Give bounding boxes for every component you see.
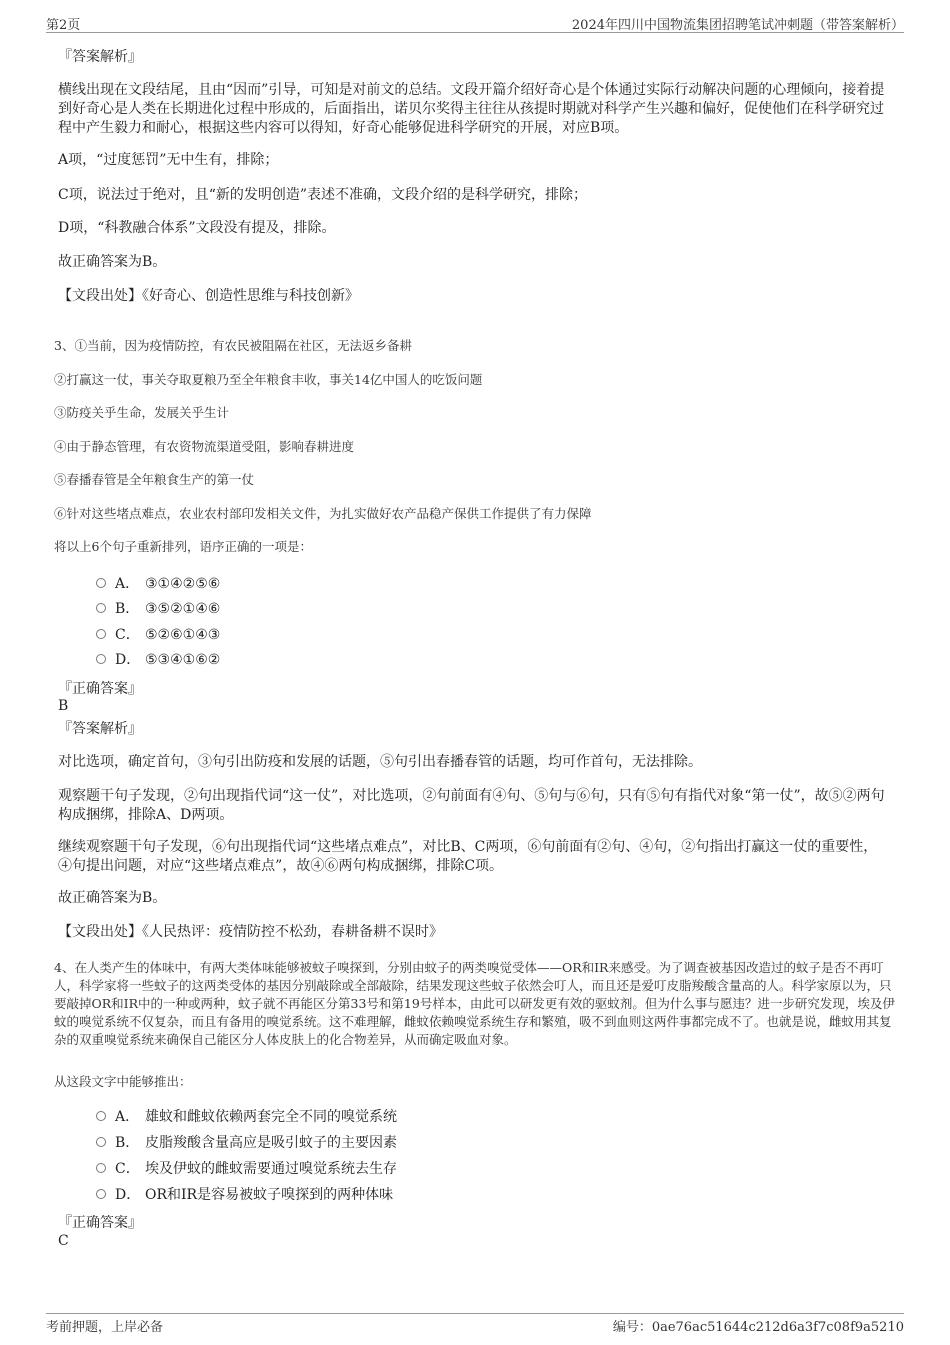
q4-option-b[interactable]: B． 皮脂羧酸含量高应是吸引蚊子的主要因素 [96, 1134, 397, 1153]
q3-analysis-p1: 对比选项，确定首句，③句引出防疫和发展的话题，⑤句引出春播春管的话题，均可作首句，无法排除。 [58, 754, 702, 770]
q2-analysis-p3: C项，说法过于绝对，且“新的发明创造”表述不准确，文段介绍的是科学研究，排除； [58, 187, 588, 203]
page-header [46, 14, 904, 33]
q2-analysis-label: 『答案解析』 [58, 49, 142, 65]
q3-sentence-3: ③防疫关乎生命，发展关乎生计 [54, 405, 230, 420]
q2-analysis-p1: 横线出现在文段结尾，且由“因而”引导，可知是对前文的总结。文段开篇介绍好奇心是个体通过实际行动解决问题的心理倾向，接着提到好奇心是人类在长期进化过程中形成的，后面指出，诺贝尔奖得主往往从孩提时期就对科学产生兴趣和偏好，促使他们在科学研究过程中产生毅力和耐心，根据这些内容可以得知，好奇心能够促进科学研究的开展，对应B项。 [58, 82, 885, 136]
q3-prompt: 将以上6个句子重新排列，语序正确的一项是： [54, 539, 312, 554]
q3-sentence-1: 3、①当前，因为疫情防控，有农民被阻隔在社区，无法返乡备耕 [54, 338, 412, 353]
radio-button[interactable] [96, 1163, 106, 1173]
q3-analysis-p2: 观察题干句子发现，②句出现指代词“这一仗”，对比选项，②句前面有④句、⑤句与⑥句，只有⑤句有指代对象“第一仗”，故⑤②两句构成捆绑，排除A、D两项。 [58, 788, 885, 823]
radio-button[interactable] [96, 1111, 106, 1121]
q4-answer-label: 『正确答案』 [58, 1215, 142, 1231]
q3-sentence-5: ⑤春播春管是全年粮食生产的第一仗 [54, 472, 255, 487]
page-number: 第2页 [46, 18, 81, 33]
q4-option-a[interactable]: A． 雄蚊和雌蚊依赖两套完全不同的嗅觉系统 [96, 1108, 397, 1127]
q3-answer: B [58, 698, 69, 714]
q3-option-c[interactable]: C． ⑤②⑥①④③ [96, 626, 220, 645]
q2-conclusion: 故正确答案为B。 [58, 254, 167, 270]
document-title: 2024年四川中国物流集团招聘笔试冲刺题（带答案解析） [571, 18, 904, 33]
radio-button[interactable] [96, 1189, 106, 1199]
q3-option-b[interactable]: B． ③⑤②①④⑥ [96, 600, 220, 619]
q3-conclusion: 故正确答案为B。 [58, 890, 167, 906]
q2-analysis-p4: D项，“科教融合体系”文段没有提及，排除。 [58, 220, 336, 236]
q3-option-d[interactable]: D． ⑤③④①⑥② [96, 651, 220, 670]
q3-source: 【文段出处】《人民热评：疫情防控不松劲，春耕备耕不误时》 [58, 924, 443, 940]
q3-sentence-6: ⑥针对这些堵点难点，农业农村部印发相关文件，为扎实做好农产品稳产保供工作提供了有力保障 [54, 506, 592, 521]
footer-slogan: 考前押题，上岸必备 [46, 1320, 164, 1335]
q4-option-c[interactable]: C． 埃及伊蚊的雌蚊需要通过嗅觉系统去生存 [96, 1160, 397, 1179]
q2-analysis-p2: A项，“过度惩罚”无中生有，排除； [58, 152, 279, 168]
q2-source: 【文段出处】《好奇心、创造性思维与科技创新》 [58, 288, 359, 304]
q4-option-d[interactable]: D． OR和IR是容易被蚊子嗅探到的两种体味 [96, 1186, 393, 1205]
q3-answer-label: 『正确答案』 [58, 681, 142, 697]
q3-option-a[interactable]: A． ③①④②⑤⑥ [96, 575, 220, 594]
q3-sentence-2: ②打赢这一仗，事关夺取夏粮乃至全年粮食丰收，事关14亿中国人的吃饭问题 [54, 372, 483, 387]
page-footer [46, 1313, 904, 1334]
q3-analysis-p3: 继续观察题干句子发现，⑥句出现指代词“这些堵点难点”，对比B、C两项，⑥句前面有②句、④句，②句指出打赢这一仗的重要性，④句提出问题，对应“这些堵点难点”，故④⑥两句构成捆绑，排除C项。 [58, 839, 878, 874]
q4-prompt: 从这段文字中能够推出： [54, 1074, 192, 1089]
radio-button[interactable] [96, 603, 106, 613]
radio-button[interactable] [96, 629, 106, 639]
radio-button[interactable] [96, 578, 106, 588]
radio-button[interactable] [96, 1137, 106, 1147]
radio-button[interactable] [96, 654, 106, 664]
q3-sentence-4: ④由于静态管理，有农资物流渠道受阻，影响春耕进度 [54, 439, 355, 454]
q3-analysis-label: 『答案解析』 [58, 721, 142, 737]
q4-stem: 4、在人类产生的体味中，有两大类体味能够被蚊子嗅探到，分别由蚊子的两类嗅觉受体——OR和IR来感受。为了调查被基因改造过的蚊子是否不再叮人，科学家将一些蚊子的这两类受体的基因分别敲除或全部敲除，结果发现这些蚊子依然会叮人，而且还是爱叮皮脂羧酸含量高的人。科学家原以为，只要敲掉OR和IR中的一种或两种，蚊子就不再能区分第33号和第19号样本，由此可以研发更有效的驱蚊剂。但为什么事与愿违？进一步研究发现，埃及伊蚊的嗅觉系统不仅复杂，而且有备用的嗅觉系统。这不难理解，雌蚊依赖嗅觉系统生存和繁殖，吸不到血则这两件事都完成不了。也就是说，雌蚊用其复杂的双重嗅觉系统来确保自己能区分人体皮肤上的化合物差异，从而确定吸血对象。 [54, 960, 895, 1047]
document-id: 编号：0ae76ac51644c212d6a3f7c08f9a5210 [612, 1320, 904, 1335]
q4-answer: C [58, 1233, 69, 1249]
